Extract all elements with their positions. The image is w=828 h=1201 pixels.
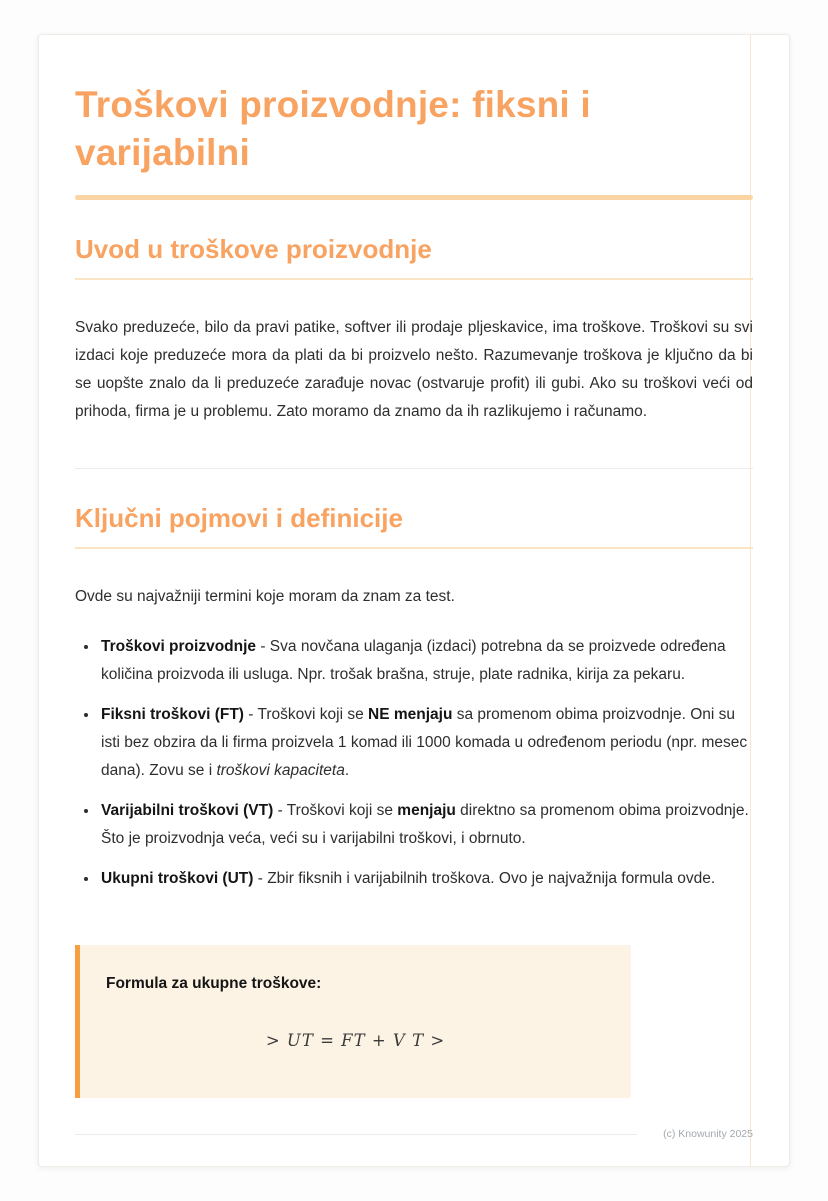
formula-callout: [75, 945, 631, 1098]
term-text: - Sva novčana ulaganja (izdaci) potrebna da se proizvede određena količina proizvoda ili usluga. Npr. trošak brašna, struje, plate radnika, kirija za pekaru.: [101, 638, 726, 684]
page-title: Troškovi proizvodnje: fiksni i varijabilni: [75, 84, 591, 174]
term-text: - Troškovi koji se: [273, 802, 398, 820]
footer-copyright: (c) Knowunity 2025: [663, 1128, 753, 1141]
term-text: direktno sa promenom obima proizvodnje. Što je proizvodnja veća, veći su i varijabilni troškovi, i obrnuto.: [101, 802, 749, 848]
definition-item: [99, 701, 753, 785]
document-page: [38, 34, 790, 1167]
page-footer: [75, 1098, 753, 1140]
intro-paragraph: Svako preduzeće, bilo da pravi patike, softver ili prodaje pljeskavice, ima troškove. Troškovi su svi izdaci koje preduzeće mora da plati da bi proizvelo nešto. Razumevanje troškova je ključno da bi se uopšte znalo da li preduzeće zarađuje novac (ostvaruje profit) ili gubi. Ako su troškovi veći od prihoda, firma je u problemu. Zato moramo da znamo da ih razlikujemo i računamo.: [75, 319, 753, 421]
section-divider: [75, 468, 753, 469]
term-italic-text: troškovi kapaciteta: [216, 762, 345, 780]
term-bold-text: NE menjaju: [368, 706, 453, 724]
definition-item: [99, 797, 753, 853]
footer-rule: [75, 1134, 637, 1135]
term-label: Ukupni troškovi (UT): [101, 870, 254, 888]
definition-list: [75, 633, 753, 905]
section-heading-terms: Ključni pojmovi i definicije: [75, 503, 753, 549]
title-rule: [75, 195, 753, 200]
term-text: - Zbir fiksnih i varijabilnih troškova. Ovo je najvažnija formula ovde.: [253, 870, 716, 888]
term-text: - Troškovi koji se: [243, 706, 368, 724]
callout-formula: > UT = FT + V T >: [265, 1031, 446, 1051]
term-label: Troškovi proizvodnje: [101, 638, 257, 656]
term-text: sa promenom obima proizvodnje. Oni su isti bez obzira da li firma proizvela 1 komad ili 1000 komada u određenom periodu (npr. mesec dana). Zovu se i: [101, 706, 748, 780]
terms-lead-paragraph: Ovde su najvažniji termini koje moram da znam za test.: [75, 588, 455, 606]
term-label: Fiksni troškovi (FT): [101, 706, 244, 724]
page-content: [75, 81, 753, 1140]
section-heading-intro: Uvod u troškove proizvodnje: [75, 234, 753, 280]
term-text: .: [344, 762, 350, 780]
term-label: Varijabilni troškovi (VT): [101, 802, 274, 820]
definition-item: [99, 633, 753, 689]
callout-title: Formula za ukupne troškove:: [106, 975, 322, 993]
definition-item: [99, 865, 753, 893]
term-bold-text: menjaju: [397, 802, 456, 820]
